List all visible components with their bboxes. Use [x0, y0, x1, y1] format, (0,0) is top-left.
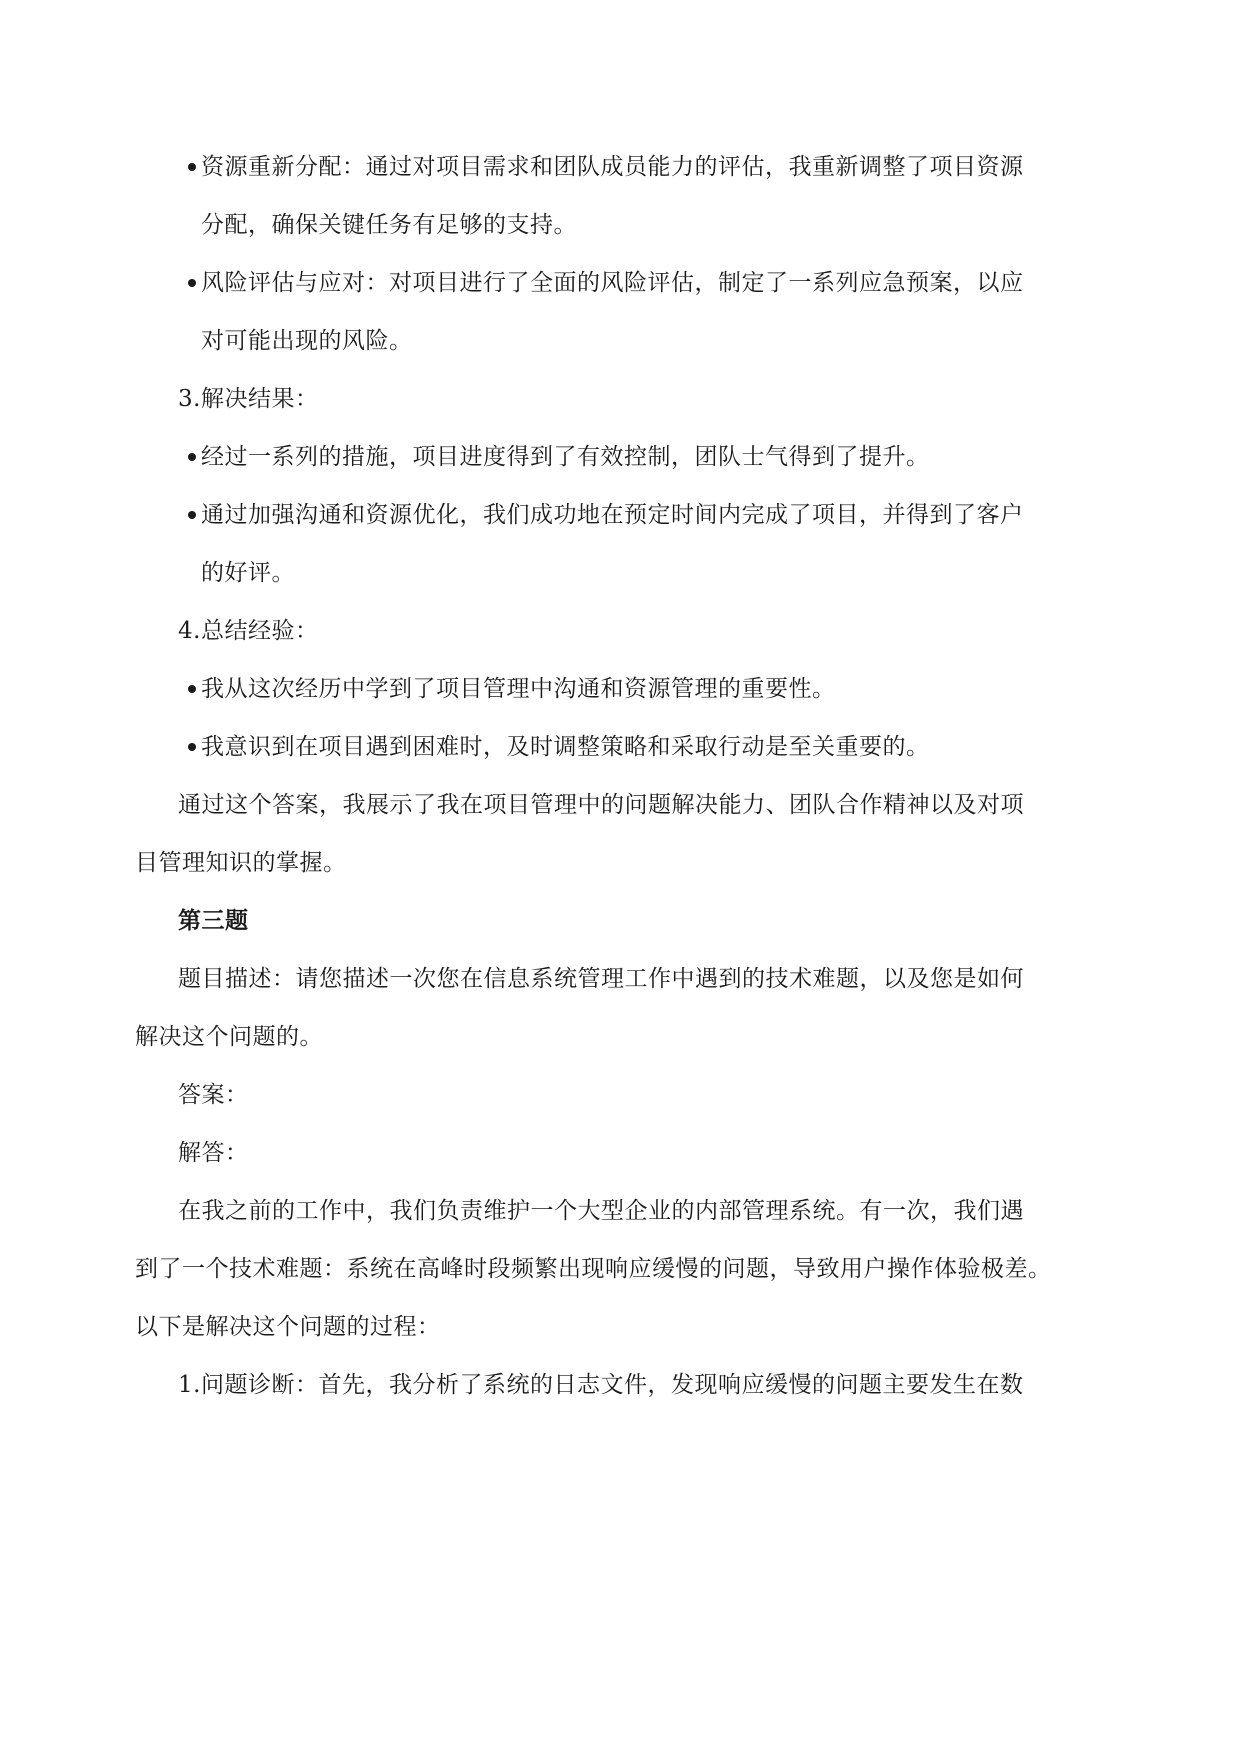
bullet-item-realized: 我意识到在项目遇到困难时，及时调整策略和采取行动是至关重要的。 [201, 734, 930, 760]
question-heading: 第三题 [178, 907, 249, 934]
bullet-item-risk-assessment: 风险评估与应对：对项目进行了全面的风险评估，制定了一系列应急预案，以应 [201, 270, 1024, 296]
bullet-item-continuation: 的好评。 [201, 560, 295, 586]
bullet-marker [188, 511, 196, 519]
bullet-item-communication: 通过加强沟通和资源优化，我们成功地在预定时间内完成了项目，并得到了客户 [201, 502, 1024, 528]
bullet-item-learned: 我从这次经历中学到了项目管理中沟通和资源管理的重要性。 [201, 676, 836, 702]
bullet-marker [188, 163, 196, 171]
answer-label: 答案： [178, 1082, 249, 1108]
step-diagnosis: 1.问题诊断：首先，我分析了系统的日志文件，发现响应缓慢的问题主要发生在数 [178, 1372, 1024, 1398]
bullet-item-continuation: 分配，确保关键任务有足够的支持。 [201, 212, 577, 238]
question-description: 题目描述：请您描述一次您在信息系统管理工作中遇到的技术难题，以及您是如何 [178, 966, 1024, 992]
bullet-item-resource-reallocation: 资源重新分配：通过对项目需求和团队成员能力的评估，我重新调整了项目资源 [201, 154, 1024, 180]
section-heading-results: 3.解决结果： [178, 386, 319, 412]
bullet-marker [188, 685, 196, 693]
question-description-continuation: 解决这个问题的。 [135, 1024, 323, 1050]
paragraph-summary-continuation: 目管理知识的掌握。 [135, 850, 347, 876]
solution-label: 解答： [178, 1140, 249, 1166]
paragraph-summary: 通过这个答案，我展示了我在项目管理中的问题解决能力、团队合作精神以及对项 [178, 792, 1024, 818]
bullet-item-continuation: 对可能出现的风险。 [201, 328, 413, 354]
paragraph-background: 在我之前的工作中，我们负责维护一个大型企业的内部管理系统。有一次，我们遇 [178, 1198, 1024, 1224]
bullet-marker [188, 743, 196, 751]
section-heading-lessons: 4.总结经验： [178, 618, 319, 644]
paragraph-background-continuation: 以下是解决这个问题的过程： [135, 1314, 441, 1340]
bullet-marker [188, 279, 196, 287]
paragraph-background-continuation: 到了一个技术难题：系统在高峰时段频繁出现响应缓慢的问题，导致用户操作体验极差。 [135, 1256, 1052, 1282]
bullet-marker [188, 453, 196, 461]
bullet-item-progress: 经过一系列的措施，项目进度得到了有效控制，团队士气得到了提升。 [201, 444, 930, 470]
